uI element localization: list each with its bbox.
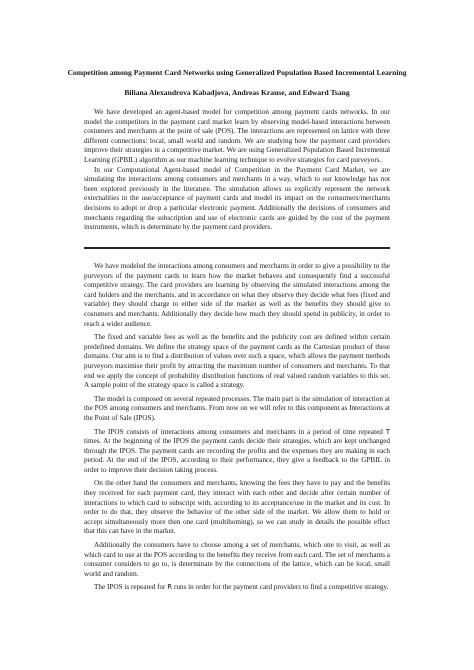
paper-title: Competition among Payment Card Networks using Generalized Population Based Incremental Learning [67,68,407,77]
body-paragraph: Additionally the consumers have to choose among a set of merchants, which one to visit, as well as which card to use at the POS according to the benefits they receive from each card. The set of merchants a consumer considers to go to, is determinate by the connections of the lattice, which can be local, small world and random. [84,541,390,578]
body-text-span: The IPOS is repeated for [94,583,166,592]
body-text-span: The IPOS consists of interactions among consumers and merchants in a period of time repeated [94,427,383,436]
body-paragraph [84,428,390,476]
body-paragraph: We have modeled the interactions among consumers and merchants in order to give a possibility to the purveyors of the payment cards to learn how the market behaves and consequently find a successful competitive strategy. The card providers are learning by observing the simulated interactions among the card holders and the merchants, and in accordance on what they observe they decide what fees (fixed and variable) they should charge to either side of the market as well as the benefits they should give to costumers and merchants. Additionally they decide how much they should spend in publicity, in order to reach a wider audience. [84,262,390,328]
abstract-paragraph: In our Computational Agent-based model of Competition in the Payment Card Market, we are simulating the interactions among consumers and merchants in a way, which to our knowledge has not been explored previously in the literature. The simulation allows us explicitly represent the network externalities in the use/acceptance of payment cards and model its impact on the consumers/merchants decisions to adopt or drop a particular electronic payment. Additionally the decisions of consumers and merchants regarding the subscription and use of electronic cards are guided by the cost of the payment instruments, which is determinate by the payment card providers. [84,165,390,232]
section-divider [84,247,390,249]
symbol-R: R [167,583,173,592]
symbol-T: T [385,427,391,436]
author-list: Biliana Alexandrova Kabadjova, Andreas Krause, and Edward Tsang [124,88,350,97]
body-paragraph: The fixed and variable fees as well as the benefits and the publicity cost are defined within certain predefined domains. We define the strategy space of the payment cards as the Cartesian product of these domains. Our aim is to find a distribution of values over such a space, which allows the payment methods purveyors maximise their profit by attracting the maximum number of consumers and merchants. To that end we apply the concept of probability distribution functions of real valued random variables to this set. A sample point of the strategy space is called a strategy. [84,333,390,390]
body-paragraph: On the other hand the consumers and merchants, knowing the fees they have to pay and the benefits they received for each payment card, they interact with each other and decide after certain number of interactions to which card to subscript with, according to its acceptance/use in the market and its cost. In order to do that, they observe the behavior of the other side of the market. We allow them to hold or accept simultaneously more then one card (multihoming), so we can study in details the possible effect that this can have in the market. [84,479,390,536]
body-text [84,262,390,593]
body-text-span: times. At the beginning of the IPOS the payment cards decide their strategies, which are kept unchanged through the IPOS. The payment cards are recording the profits and the expenses they are making in each period. At the end of the IPOS, according to their performance, they give a feedback to the GPBIL in order to improve their decision taking process. [84,437,390,474]
abstract-paragraph: We have developed an agent-based model for competition among payment cards networks. In our model the competitors in the payment card market learn by observing model-based interactions between costumers and merchants at the point of sale (POS). The interactions are represented on lattice with three different connections: local, small world and random. We are studying how the payment card providers improve their strategies in a competitive market. We are using Generalized Population Based Incremental Learning (GPBIL) algorithm as our machine learning technique to evolve strategies for card purveyors. [84,108,390,164]
body-paragraph: The model is composed on several repeated processes. The main part is the simulation of interaction at the POS among consumers and merchants. From now on we will refer to this component as Interactions at the Point of Sale (IPOS). [84,394,390,422]
body-text-span: runs in order for the payment card providers to find a competitive strategy. [173,583,389,592]
abstract [84,108,390,233]
body-paragraph [84,583,390,593]
